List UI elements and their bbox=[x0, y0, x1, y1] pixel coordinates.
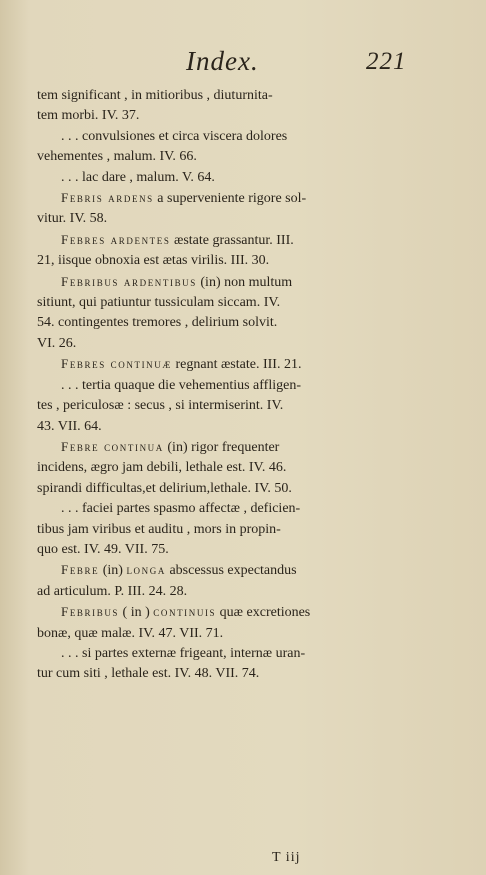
entry-text: bonæ, quæ malæ. IV. 47. VII. 71. bbox=[37, 625, 224, 641]
page-number: 221 bbox=[366, 48, 407, 75]
entry-text: vehementes , malum. IV. 66. bbox=[37, 149, 197, 165]
index-line bbox=[37, 188, 417, 209]
entry-text: tur cum siti , lethale est. IV. 48. VII. 74. bbox=[37, 666, 260, 682]
index-line bbox=[37, 334, 417, 354]
index-line bbox=[37, 376, 417, 396]
index-line bbox=[37, 251, 417, 271]
entry-text: (in) non multum bbox=[196, 274, 293, 290]
index-entry bbox=[37, 188, 417, 230]
index-entry bbox=[37, 560, 417, 602]
entry-text: tibus jam viribus et auditu , mors in propin- bbox=[37, 521, 281, 537]
index-entry bbox=[37, 230, 417, 272]
entry-text: tes , periculosæ : secus , si intermiserint. IV. bbox=[37, 398, 284, 414]
index-entry bbox=[37, 499, 417, 560]
entry-text: (in) rigor frequenter bbox=[163, 439, 280, 455]
index-entry bbox=[37, 602, 417, 644]
index-line bbox=[37, 602, 417, 623]
page-header bbox=[0, 46, 486, 86]
entry-text: sitiunt, qui patiuntur tussiculam siccam. IV. bbox=[37, 295, 281, 311]
entry-text: quæ excretiones bbox=[216, 605, 311, 621]
index-line bbox=[37, 437, 417, 458]
index-line bbox=[37, 664, 417, 684]
index-line bbox=[37, 293, 417, 313]
index-line bbox=[37, 127, 417, 147]
entry-text: . . . tertia quaque die vehementius affligen- bbox=[61, 377, 301, 393]
entry-heading: Febre bbox=[61, 562, 100, 578]
index-line bbox=[37, 168, 417, 188]
index-entry bbox=[37, 644, 417, 685]
entry-heading: Febris ardens bbox=[61, 190, 154, 206]
entry-text: . . . si partes externæ frigeant, internæ uran- bbox=[61, 645, 306, 661]
entry-text: æstate grassantur. III. bbox=[170, 232, 294, 248]
entry-heading: Febribus bbox=[61, 604, 120, 620]
index-line bbox=[37, 644, 417, 664]
index-line bbox=[37, 209, 417, 229]
entry-text: ad articulum. P. III. 24. 28. bbox=[37, 583, 188, 599]
entry-text: regnant æstate. III. 21. bbox=[171, 357, 302, 373]
entry-heading: Febres continuæ bbox=[61, 356, 172, 372]
entry-text: 54. contingentes tremores , delirium solvit. bbox=[37, 315, 278, 331]
index-line bbox=[37, 417, 417, 437]
index-line bbox=[37, 499, 417, 519]
entry-heading: continuis bbox=[153, 604, 217, 620]
entry-heading: Febre continua bbox=[61, 438, 164, 454]
entry-heading: Febres ardentes bbox=[61, 231, 171, 247]
index-line bbox=[37, 86, 417, 106]
index-body bbox=[37, 86, 417, 685]
index-line bbox=[37, 479, 417, 499]
entry-text: . . . lac dare , malum. V. 64. bbox=[61, 169, 215, 185]
entry-heading: longa bbox=[126, 562, 166, 578]
entry-text: tem significant , in mitioribus , diuturnita- bbox=[37, 88, 273, 103]
index-line bbox=[37, 354, 417, 375]
running-title: Index. bbox=[186, 46, 259, 76]
index-line bbox=[37, 396, 417, 416]
index-line bbox=[37, 272, 417, 293]
entry-text: . . . convulsiones et circa viscera dolores bbox=[61, 128, 288, 144]
index-entry bbox=[37, 127, 417, 168]
index-line bbox=[37, 147, 417, 167]
index-entry bbox=[37, 168, 417, 188]
index-line bbox=[37, 230, 417, 251]
entry-text: quo est. IV. 49. VII. 75. bbox=[37, 541, 169, 557]
entry-text: vitur. IV. 58. bbox=[37, 211, 108, 227]
index-line bbox=[37, 560, 417, 581]
signature-mark: T iij bbox=[272, 850, 301, 865]
entry-text: ( in ) bbox=[119, 605, 154, 621]
index-line bbox=[37, 582, 417, 602]
index-entry bbox=[37, 354, 417, 375]
entry-text: spirandi difficultas,et delirium,lethale. IV. 50. bbox=[37, 480, 292, 496]
index-line bbox=[37, 624, 417, 644]
entry-heading: Febribus ardentibus bbox=[61, 273, 197, 289]
index-entry bbox=[37, 376, 417, 437]
index-line bbox=[37, 313, 417, 333]
entry-text: . . . faciei partes spasmo affectæ , deficien- bbox=[61, 501, 301, 517]
entry-text: (in) bbox=[99, 563, 127, 579]
entry-text: abscessus expectandus bbox=[165, 563, 297, 579]
index-line bbox=[37, 540, 417, 560]
index-entry bbox=[37, 272, 417, 355]
entry-text: tem morbi. IV. 37. bbox=[37, 108, 140, 124]
entry-text: 21, iisque obnoxia est ætas virilis. III. 30. bbox=[37, 253, 270, 269]
index-line bbox=[37, 520, 417, 540]
entry-text: VI. 26. bbox=[37, 335, 77, 351]
index-line bbox=[37, 458, 417, 478]
entry-text: incidens, ægro jam debili, lethale est. IV. 46. bbox=[37, 460, 287, 476]
index-line bbox=[37, 106, 417, 126]
index-entry bbox=[37, 437, 417, 499]
entry-text: 43. VII. 64. bbox=[37, 418, 102, 434]
index-entry bbox=[37, 86, 417, 127]
entry-text: a superveniente rigore sol- bbox=[153, 191, 307, 207]
